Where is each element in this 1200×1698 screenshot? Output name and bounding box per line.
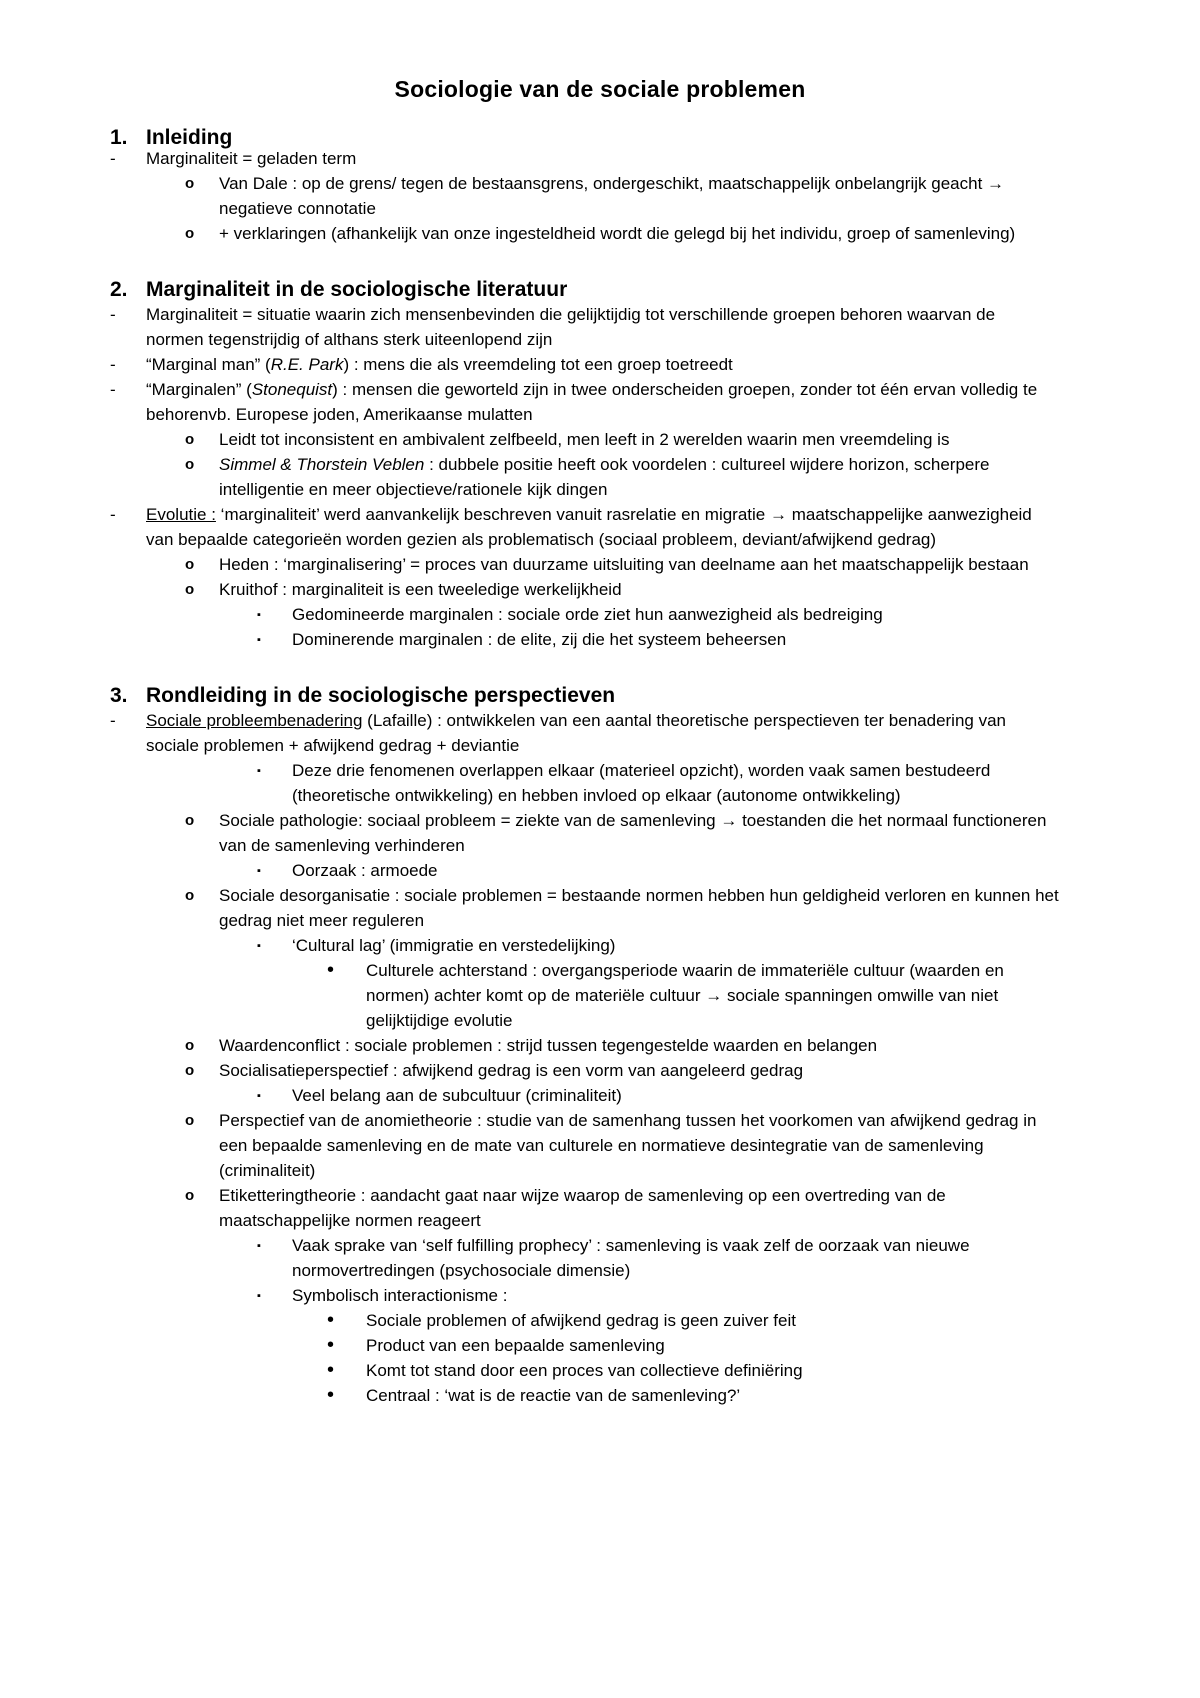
list-item: Sociale desorganisatie : sociale problemen = bestaande normen hebben hun geldigheid verloren en kunnen het [219, 886, 1059, 905]
circle-marker: o [185, 581, 195, 598]
list-item: Vaak sprake van ‘self fulfilling prophecy’ : samenleving is vaak zelf de oorzaak van nieuwe [292, 1236, 970, 1255]
list-item-continuation: gedrag niet meer reguleren [219, 911, 425, 930]
section-title: Rondleiding in de sociologische perspectieven [146, 684, 616, 707]
bullet-marker: • [327, 1384, 335, 1406]
circle-marker: o [185, 1037, 195, 1054]
list-item-continuation: intelligentie en meer objectieve/rationele kijk dingen [219, 480, 608, 499]
bullet-marker: • [327, 1334, 335, 1356]
list-item: Socialisatieperspectief : afwijkend gedrag is een vorm van aangeleerd gedrag [219, 1061, 804, 1080]
square-marker: ▪ [257, 609, 261, 621]
list-item-continuation: normovertredingen (psychosociale dimensie) [292, 1261, 631, 1280]
circle-marker: o [185, 887, 195, 904]
list-item: Gedomineerde marginalen : sociale orde ziet hun aanwezigheid als bedreiging [292, 605, 883, 624]
section-title: Marginaliteit in de sociologische literatuur [146, 278, 568, 301]
list-item-continuation: normen tegenstrijdig of althans sterk uiteenlopend zijn [146, 330, 553, 349]
list-item-continuation: (criminaliteit) [219, 1161, 316, 1180]
square-marker: ▪ [257, 865, 261, 877]
square-marker: ▪ [257, 940, 261, 952]
section-number: 3. [110, 684, 128, 707]
list-item: normen) achter komt op de materiële cultuur → sociale spanningen omwille van niet [366, 986, 999, 1005]
square-marker: ▪ [257, 634, 261, 646]
document-title: Sociologie van de sociale problemen [394, 76, 806, 102]
circle-marker: o [185, 456, 195, 473]
list-item: Marginaliteit = geladen term [146, 149, 357, 168]
list-item: Symbolisch interactionisme : [292, 1286, 508, 1305]
section-number: 2. [110, 278, 128, 301]
list-item-continuation: een bepaalde samenleving en de mate van culturele en normatieve desintegratie van de samenleving [219, 1136, 984, 1155]
circle-marker: o [185, 1187, 195, 1204]
list-item: “Marginal man” (R.E. Park) : mens die als vreemdeling tot een groep toetreedt [146, 355, 733, 374]
list-item: Van Dale : op de grens/ tegen de bestaansgrens, ondergeschikt, maatschappelijk onbelangrijk geacht → [219, 174, 1005, 193]
circle-marker: o [185, 175, 195, 192]
section-heading-2 [110, 278, 567, 302]
list-item: ‘Cultural lag’ (immigratie en verstedelijking) [292, 936, 616, 955]
list-item: Sociale probleembenadering (Lafaille) : ontwikkelen van een aantal theoretische perspectieven ter benadering van [146, 711, 1007, 730]
list-item: Heden : ‘marginalisering’ = proces van duurzame uitsluiting van deelname aan het maatschappelijk bestaan [219, 555, 1029, 574]
list-item: Culturele achterstand : overgangsperiode waarin de immateriële cultuur (waarden en [366, 961, 1004, 980]
circle-marker: o [185, 1112, 195, 1129]
list-item-continuation: gelijktijdige evolutie [366, 1011, 513, 1030]
square-marker: ▪ [257, 1290, 261, 1302]
bullet-marker: • [327, 1309, 335, 1331]
list-item: Dominerende marginalen : de elite, zij die het systeem beheersen [292, 630, 787, 649]
list-item: Leidt tot inconsistent en ambivalent zelfbeeld, men leeft in 2 werelden waarin men vreemdeling is [219, 430, 950, 449]
square-marker: ▪ [257, 1090, 261, 1102]
circle-marker: o [185, 556, 195, 573]
list-item-continuation: negatieve connotatie [219, 199, 376, 218]
section-number: 1. [110, 126, 128, 149]
bullet-marker: • [327, 959, 335, 981]
arrow-icon: → [769, 505, 787, 524]
dash-marker: - [110, 505, 116, 524]
arrow-icon: → [705, 986, 723, 1005]
list-item: Perspectief van de anomietheorie : studie van de samenhang tussen het voorkomen van afwijkend gedrag in [219, 1111, 1037, 1130]
list-item: Marginaliteit = situatie waarin zich mensenbevinden die gelijktijdig tot verschillende groepen behoren waarvan de [146, 305, 996, 324]
circle-marker: o [185, 431, 195, 448]
list-item: Centraal : ‘wat is de reactie van de samenleving?’ [366, 1386, 741, 1405]
dash-marker: - [110, 380, 116, 399]
section-heading-3 [110, 684, 615, 708]
bullet-marker: • [327, 1359, 335, 1381]
list-item-continuation: (theoretische ontwikkeling) en hebben invloed op elkaar (autonome ontwikkeling) [292, 786, 901, 805]
list-item-continuation: van de samenleving verhinderen [219, 836, 465, 855]
circle-marker: o [185, 225, 195, 242]
list-item: Simmel & Thorstein Veblen : dubbele positie heeft ook voordelen : cultureel wijdere horizon, scherpere [219, 455, 990, 474]
section-title: Inleiding [146, 126, 233, 149]
dash-marker: - [110, 149, 116, 168]
list-item: Etiketteringtheorie : aandacht gaat naar wijze waarop de samenleving op een overtreding van de [219, 1186, 946, 1205]
list-item: Oorzaak : armoede [292, 861, 438, 880]
arrow-icon: → [720, 811, 738, 830]
dash-marker: - [110, 711, 116, 730]
square-marker: ▪ [257, 1240, 261, 1252]
list-item-continuation: sociale problemen + afwijkend gedrag + deviantie [146, 736, 520, 755]
list-item: Sociale problemen of afwijkend gedrag is geen zuiver feit [366, 1311, 796, 1330]
list-item: Deze drie fenomenen overlappen elkaar (materieel opzicht), worden vaak samen bestudeerd [292, 761, 991, 780]
circle-marker: o [185, 812, 195, 829]
list-item: Komt tot stand door een proces van collectieve definiëring [366, 1361, 803, 1380]
list-item: Veel belang aan de subcultuur (criminaliteit) [292, 1086, 622, 1105]
list-item: Sociale pathologie: sociaal probleem = ziekte van de samenleving → toestanden die het normaal functioneren [219, 811, 1047, 830]
square-marker: ▪ [257, 765, 261, 777]
list-item: Evolutie : ‘marginaliteit’ werd aanvankelijk beschreven vanuit rasrelatie en migratie → maatschappelijke aanwezigheid [146, 505, 1032, 524]
list-item: Kruithof : marginaliteit is een tweeledige werkelijkheid [219, 580, 622, 599]
circle-marker: o [185, 1062, 195, 1079]
list-item-continuation: van bepaalde categorieën worden gezien als problematisch (sociaal probleem, deviant/afwijkend gedrag) [146, 530, 937, 549]
arrow-icon: → [987, 174, 1005, 193]
dash-marker: - [110, 355, 116, 374]
list-item: Product van een bepaalde samenleving [366, 1336, 665, 1355]
list-item-continuation: maatschappelijke normen reageert [219, 1211, 481, 1230]
dash-marker: - [110, 305, 116, 324]
list-item: + verklaringen (afhankelijk van onze ingesteldheid wordt die gelegd bij het individu, groep of samenleving) [219, 224, 1016, 243]
list-item: Waardenconflict : sociale problemen : strijd tussen tegengestelde waarden en belangen [219, 1036, 878, 1055]
list-item-continuation: behorenvb. Europese joden, Amerikaanse mulatten [146, 405, 533, 424]
list-item: “Marginalen” (Stonequist) : mensen die geworteld zijn in twee onderscheiden groepen, zonder tot één ervan volledig te [146, 380, 1038, 399]
